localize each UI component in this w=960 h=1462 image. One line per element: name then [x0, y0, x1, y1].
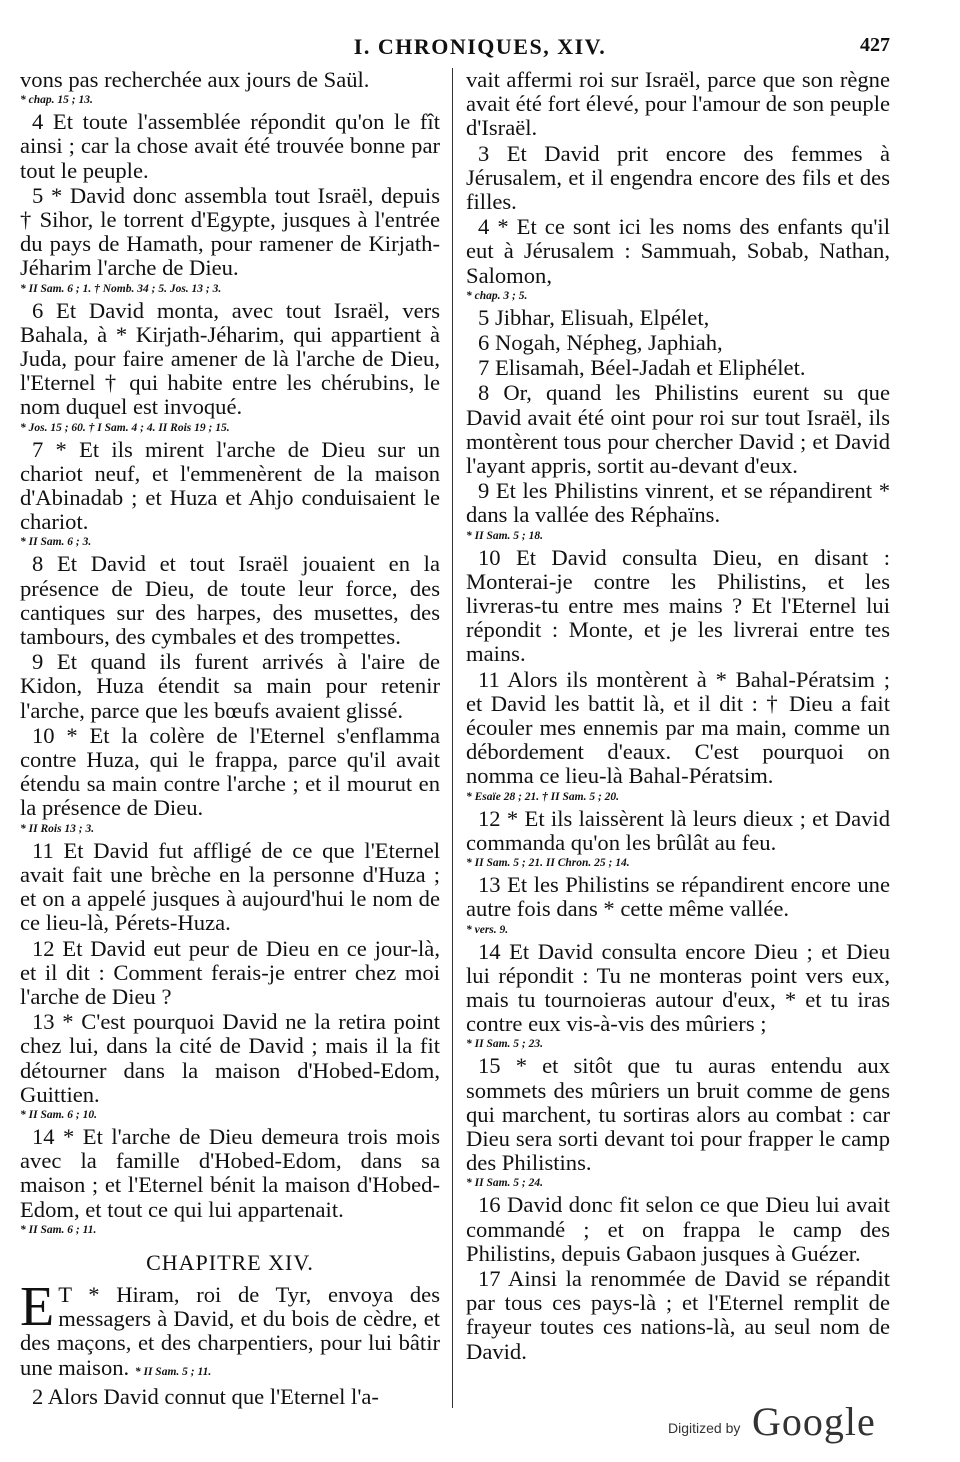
- verse-paragraph: 13 Et les Philistins se répandirent encore une autre fois dans * cette même vallée.: [466, 872, 890, 922]
- verse-paragraph: 13 * C'est pourquoi David ne la retira point chez lui, dans la cité de David ; mais il la fit détourner dans la maison d'Hobed-Edom, Guittien.: [20, 1009, 440, 1107]
- verse-paragraph: 17 Ainsi la renommée de David se répandit par tous ces pays-là ; et l'Eternel remplit de frayeur toutes ces nations-là, au seul nom de David.: [466, 1265, 890, 1364]
- digitized-label: Digitized by: [668, 1420, 741, 1436]
- left-column: [20, 68, 440, 1410]
- footnote-reference: * II Sam. 6 ; 3.: [20, 536, 92, 549]
- footnote-reference: * II Sam. 6 ; 1. † Nomb. 34 ; 5. Jos. 13 ; 3.: [20, 282, 222, 295]
- footnote-reference: * II Sam. 5 ; 18.: [466, 529, 543, 542]
- footnote-reference: * chap. 15 ; 13.: [20, 94, 93, 107]
- verse-paragraph: 8 Or, quand les Philistins eurent su que David avait été oint pour roi sur tout Israël, ils montèrent tous pour chercher David ; et David l'ayant appris, sortit au-devant d'eux.: [466, 380, 890, 479]
- verse-paragraph: 16 David donc fit selon ce que Dieu lui avait commandé ; et on frappa le camp des Philistins, depuis Gabaon jusques à Guézer.: [466, 1192, 890, 1266]
- left-last-verse: 2 Alors David connut que l'Eternel l'a-: [32, 1383, 379, 1409]
- running-title: I. CHRONIQUES, XIV.: [353, 34, 607, 59]
- verse-paragraph: 9 Et quand ils furent arrivés à l'aire de Kidon, Huza étendit sa main pour retenir l'arche, parce que les bœufs avaient glissé.: [20, 649, 440, 723]
- column-divider: [452, 68, 453, 1408]
- verse-paragraph: 11 Et David fut affligé de ce que l'Eternel avait fait une brèche en la personne d'Huza ; et on a appelé jusques à aujourd'hui le nom de ce lieu-là, Pérets-Huza.: [20, 837, 440, 936]
- footnote-reference: * Esaïe 28 ; 21. † II Sam. 5 ; 20.: [466, 790, 620, 803]
- footnote-reference: * II Sam. 6 ; 11.: [20, 1223, 97, 1236]
- verse-paragraph: 15 * et sitôt que tu auras entendu aux sommets des mûriers un bruit comme de gens qui marchent, tu sortiras alors au combat : car Dieu sera sorti devant toi pour frapper le camp des Philistins.: [466, 1053, 890, 1176]
- verse-paragraph: 3 Et David prit encore des femmes à Jérusalem, et il engendra encore des fils et des filles.: [466, 140, 890, 215]
- running-head: [0, 34, 960, 64]
- verse-paragraph: 14 * Et l'arche de Dieu demeura trois mois avec la famille d'Hobed-Edom, dans sa maison ; et l'Eternel bénit la maison d'Hobed-Edom, et tout ce qui lui appartenait.: [20, 1123, 440, 1222]
- verse-paragraph: 12 Et David eut peur de Dieu en ce jour-là, et il dit : Comment ferais-je entrer chez moi l'arche de Dieu ?: [20, 935, 440, 1009]
- footnote-reference: * vers. 9.: [466, 923, 509, 936]
- google-logo: Google: [752, 1399, 876, 1444]
- verse-paragraph: vait affermi roi sur Israël, parce que son règne avait été fort élevé, pour l'amour de son peuple d'Israël.: [466, 67, 890, 141]
- footnote-reference: * II Sam. 5 ; 24.: [466, 1177, 543, 1190]
- verse-paragraph: 4 * Et ce sont ici les noms des enfants qu'il eut à Jérusalem : Sammuah, Sobab, Nathan, Salomon,: [466, 214, 890, 288]
- verse-paragraph: 5 Jibhar, Elisuah, Elpélet,: [478, 304, 710, 330]
- footnote-reference: * II Sam. 6 ; 10.: [20, 1108, 97, 1121]
- verse-paragraph: 11 Alors ils montèrent à * Bahal-Pératsim ; et David les battit là, et il dit : † Dieu a fait écouler mes ennemis par ma main, comme un débordement d'eaux. C'est pourquoi on nomma ce lieu-là Bahal-Pératsim.: [466, 666, 890, 789]
- verse-paragraph: 5 * David donc assembla tout Israël, depuis † Sihor, le torrent d'Egypte, jusques à l'entrée du pays de Hamath, pour ramener de Kirjath-Jéharim l'arche de Dieu.: [20, 182, 440, 281]
- verse-paragraph: 4 Et toute l'assemblée répondit qu'on le fît ainsi ; car la chose avait été trouvée bonne par tout le peuple.: [20, 109, 440, 183]
- verse-paragraph: 7 * Et ils mirent l'arche de Dieu sur un chariot neuf, et l'emmenèrent de la maison d'Abinadab ; et Huza et Ahjo conduisaient le chariot.: [20, 436, 440, 535]
- verse-paragraph: 7 Elisamah, Béel-Jadah et Eliphélet.: [478, 355, 806, 381]
- verse-paragraph: 6 Nogah, Népheg, Japhiah,: [478, 330, 723, 356]
- page-number: 427: [860, 34, 890, 56]
- verse-paragraph: 10 * Et la colère de l'Eternel s'enflamma contre Huza, qui le frappa, parce qu'il avait étendu sa main contre l'arche ; et il mourut en la présence de Dieu.: [20, 722, 440, 821]
- verse-paragraph: 6 Et David monta, avec tout Israël, vers Bahala, à * Kirjath-Jéharim, qui appartient à Juda, pour faire amener de là l'arche de Dieu, l'Eternel † qui habite entre les chérubins, le nom duquel est invoqué.: [20, 297, 440, 420]
- footnote-reference: * II Sam. 5 ; 21. II Chron. 25 ; 14.: [466, 857, 630, 870]
- drop-cap: E: [20, 1275, 55, 1338]
- verse-paragraph: 8 Et David et tout Israël jouaient en la présence de Dieu, de toute leur force, des cantiques sur des harpes, des musettes, des tambours, des cymbales et des trompettes.: [20, 551, 440, 650]
- chapter-first-verse-text: T * Hiram, roi de Tyr, envoya des messagers à David, et du bois de cèdre, et des maçons, et des charpentiers, pour lui bâtir une maison.: [20, 1281, 440, 1380]
- footnote-reference: * II Rois 13 ; 3.: [20, 822, 95, 835]
- footnote-reference: * chap. 3 ; 5.: [466, 289, 528, 302]
- chapter-first-note: * II Sam. 5 ; 11.: [134, 1365, 212, 1378]
- footnote-reference: * II Sam. 5 ; 23.: [466, 1038, 543, 1051]
- left-verses: [20, 68, 440, 1237]
- verse-paragraph: 9 Et les Philistins vinrent, et se répandirent * dans la vallée des Réphaïns.: [466, 478, 890, 528]
- chapter-first-verse: [20, 1275, 440, 1384]
- right-verses: [466, 68, 890, 1364]
- verse-paragraph: 10 Et David consulta Dieu, en disant : Monterai-je contre les Philistins, et les livreras-tu entre mes mains ? Et l'Eternel lui répondit : Monte, et je les livrerai entre tes mains.: [466, 544, 890, 667]
- chapter-heading: CHAPITRE XIV.: [146, 1249, 314, 1275]
- right-column: [466, 68, 890, 1365]
- verse-paragraph: 12 * Et ils laissèrent là leurs dieux ; et David commanda qu'on les brûlât au feu.: [466, 805, 890, 855]
- verse-paragraph: 14 Et David consulta encore Dieu ; et Dieu lui répondit : Tu ne monteras point vers eux, mais tu tournoieras autour d'eux, * et tu iras contre eux vis-à-vis des mûriers ;: [466, 938, 890, 1037]
- footnote-reference: * Jos. 15 ; 60. † I Sam. 4 ; 4. II Rois 19 ; 15.: [20, 421, 230, 434]
- verse-paragraph: vons pas recherchée aux jours de Saül.: [20, 67, 370, 92]
